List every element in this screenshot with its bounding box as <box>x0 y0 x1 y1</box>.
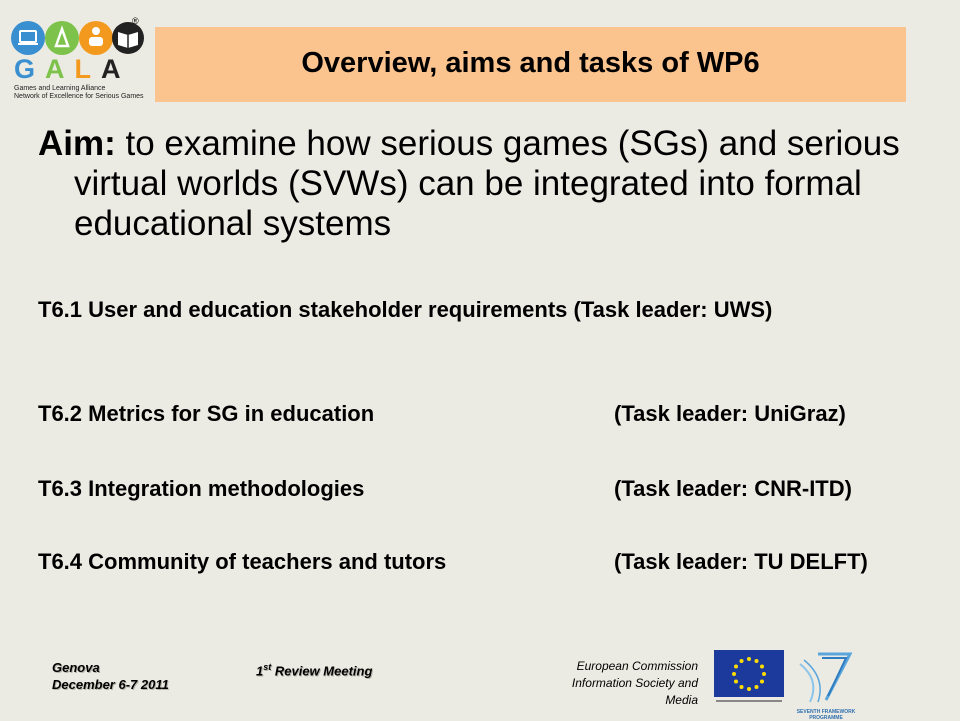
task-leader: (Task leader: TU DELFT) <box>614 549 868 574</box>
footer-ec-text <box>520 658 698 709</box>
task-6-4 <box>38 548 938 576</box>
aim-label: Aim: <box>38 124 116 163</box>
task-6-1: T6.1 User and education stakeholder requirements (Task leader: UWS) <box>38 297 773 322</box>
gala-letter: L <box>74 54 102 84</box>
meeting-ordinal: 1 <box>256 663 264 679</box>
footer-dates: December 6-7 2011 <box>52 677 169 692</box>
task-6-3 <box>38 475 938 503</box>
footer-location <box>52 659 169 693</box>
ec-line3: Media <box>665 693 698 707</box>
ec-line2: Information Society and <box>571 676 698 690</box>
footer-meeting <box>256 659 372 679</box>
gala-logo-icons <box>10 18 144 58</box>
title-bar <box>155 27 906 102</box>
aim-text: to examine how serious games (SGs) and serious virtual worlds (SVWs) can be integrated into formal educational systems <box>74 124 900 243</box>
slide-title: Overview, aims and tasks of WP6 <box>301 46 760 79</box>
gala-letter: G <box>14 54 46 84</box>
task-6-2 <box>38 400 938 428</box>
gala-tagline-line2: Network of Excellence for Serious Games <box>14 93 144 100</box>
task-name: T6.3 Integration methodologies <box>38 476 365 501</box>
fp7-logo <box>790 650 862 721</box>
task-leader: (Task leader: UniGraz) <box>614 401 846 426</box>
footer-city: Genova <box>52 660 100 675</box>
fp7-label: SEVENTH FRAMEWORK PROGRAMME <box>796 709 856 721</box>
gala-letter: A <box>101 54 131 84</box>
ec-line1: European Commission <box>576 659 698 673</box>
meeting-suffix: st <box>263 662 272 672</box>
fp7-emblem-icon <box>790 650 862 704</box>
gala-letter: A <box>45 54 75 84</box>
meeting-text: Review Meeting <box>271 663 373 679</box>
task-name: T6.2 Metrics for SG in education <box>38 401 375 426</box>
registered-mark: ® <box>132 16 139 26</box>
gala-tagline-line1: Games and Learning Alliance <box>14 85 106 92</box>
aim-paragraph <box>38 124 960 244</box>
task-leader: (Task leader: CNR-ITD) <box>614 476 852 501</box>
task-name: T6.4 Community of teachers and tutors <box>38 549 447 574</box>
gala-logo <box>6 14 146 104</box>
gala-wordmark <box>14 54 140 84</box>
eu-flag-icon <box>714 650 784 704</box>
gala-tagline <box>14 85 154 101</box>
